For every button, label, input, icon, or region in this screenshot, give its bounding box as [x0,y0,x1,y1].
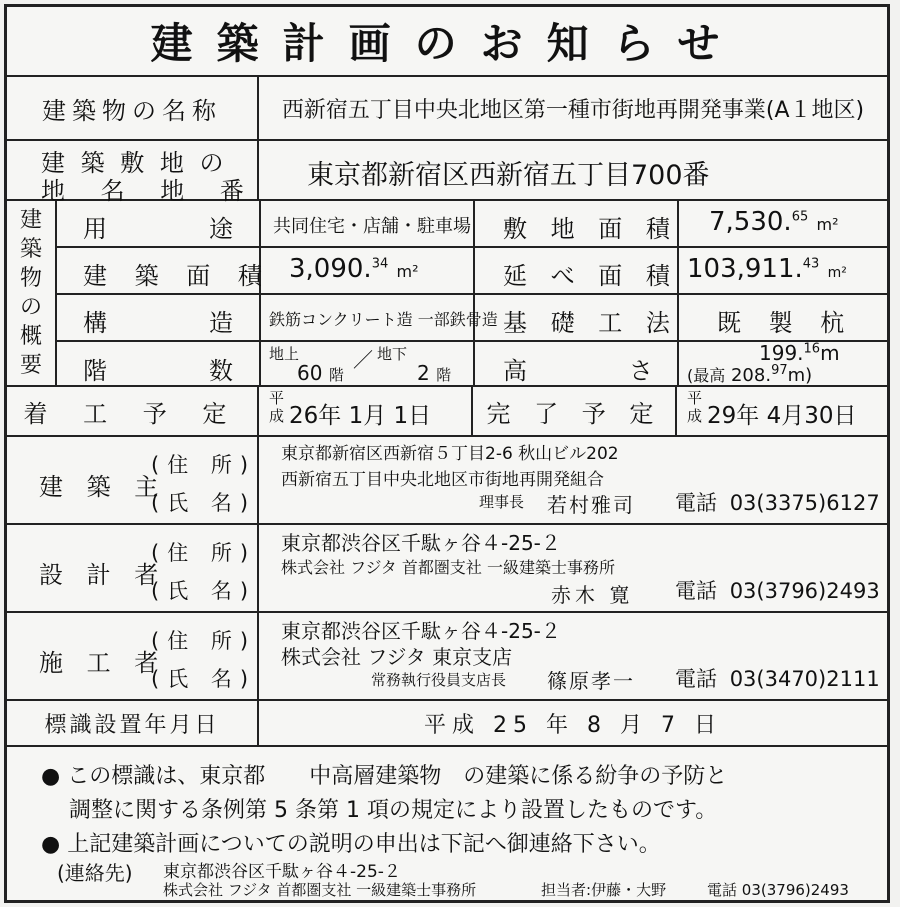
building-area-label: 建 築 面 積 [83,262,272,290]
site-address-label [7,141,259,205]
below-ground-floors [417,361,451,385]
structure-label: 構 造 [83,309,233,337]
note-line3 [41,827,661,858]
building-name-label: 建築物の名称 [7,77,259,139]
row-posted [7,701,887,747]
max-height-int: 208. [730,365,772,386]
row-contractor [7,613,887,701]
site-area-int: 7,530. [709,207,792,237]
site-address-value-cell [259,141,887,199]
above-ground-unit: 階 [328,366,344,384]
site-area-dec: 65 [791,209,809,225]
contractor-person: 篠原孝一 [547,669,635,693]
contractor-tel-label: 電話 [675,667,717,691]
floors-slash: ／ [353,348,373,372]
bullet-icon: ● [41,764,61,789]
row-building-name [7,77,887,141]
owner-tel-number: 03(3375)6127 [729,491,880,515]
above-ground-label: 地上 [269,345,300,363]
owner-addr-label: (住 所) [151,453,257,477]
contact-org: 株式会社 フジタ 首都圏支社 一級建築士事務所 [163,881,477,899]
posted-label: 標識設置年月日 [7,701,259,745]
owner-info [259,437,887,523]
notes-section [7,747,887,900]
contractor-addr-label: (住 所) [151,629,257,653]
designer-person: 赤木 寛 [551,583,634,607]
row-owner [7,437,887,525]
era-char: 平 [269,389,285,407]
contractor-tel [675,663,880,693]
site-address-value: 東京都新宿区西新宿五丁目700番 [307,160,710,191]
floor-area-value [687,254,847,284]
height-unit: m [820,341,840,365]
owner-org: 西新宿五丁目中央北地区市街地再開発組合 [281,470,604,490]
building-name-value: 西新宿五丁目中央北地区第一種市街地再開発事業(A１地区) [281,97,865,123]
overview-side-label [7,201,57,385]
designer-role: 設 計 者 [39,561,167,589]
designer-tel [675,575,880,605]
height-dec: 16 [803,341,821,357]
owner-title: 理事長 [479,493,525,511]
site-area-unit: m² [816,215,839,234]
structure-value: 鉄筋コンクリート造 一部鉄骨造 [269,310,498,329]
below-ground-label: 地下 [377,345,408,363]
row-site-address [7,141,887,205]
height-label: 高 さ [503,357,653,385]
floor-area-dec: 43 [802,256,820,272]
contact-person [541,879,666,900]
building-area-dec: 34 [371,256,389,272]
owner-tel-label: 電話 [675,491,717,515]
contractor-address: 東京都渋谷区千駄ヶ谷４-25-２ [281,619,561,643]
max-height-unit: m) [787,365,813,386]
contractor-title: 常務執行役員支店長 [371,671,507,689]
overview-side-char: の [19,295,42,320]
contractor-org: 株式会社 フジタ 東京支店 [281,645,513,669]
building-area-int: 3,090. [289,254,372,284]
overview-block [7,201,887,387]
start-cell [259,387,473,435]
designer-org: 株式会社 フジタ 首都圏支社 一級建築士事務所 [281,558,615,577]
contractor-label-cell [7,613,259,699]
foundation-label: 基 礎 工 法 [503,309,678,337]
foundation-value: 既 製 杭 [717,309,855,337]
designer-label-cell [7,525,259,611]
start-date: 26年 1月 1日 [289,403,432,429]
posted-value: 平成 25 年 8 月 7 日 [424,712,722,738]
owner-role: 建 築 主 [39,473,167,501]
era-char: 平 [687,389,703,407]
owner-label-cell [7,437,259,523]
contact-tel-label: 電話 [707,881,738,899]
height-value [759,341,840,365]
max-height-label: (最高 [687,366,726,385]
overview-side-char: 建 [19,208,42,233]
note-line3-text: 上記建築計画についての説明の申出は下記へ御連絡下さい。 [67,832,661,857]
designer-tel-number: 03(3796)2493 [729,579,880,603]
floor-area-unit: m² [827,265,847,281]
note-line1-text: この標識は、東京都 中高層建築物 の建築に係る紛争の予防と [67,764,728,789]
contractor-info [259,613,887,699]
overview-side-char: 要 [19,353,42,378]
era-char: 成 [269,407,285,425]
building-area-value [289,254,419,284]
start-era [269,389,284,425]
floor-area-int: 103,911. [687,254,803,284]
max-height-dec: 97 [771,363,788,378]
floors-label: 階 数 [83,357,233,385]
finish-cell [677,387,887,435]
contact-person-label: 担当者: [541,881,592,899]
owner-name-label: (氏 名) [151,491,257,515]
contact-person-name: 伊藤・大野 [591,881,667,899]
designer-address: 東京都渋谷区千駄ヶ谷４-25-２ [281,531,561,555]
board-title: 建築計画のお知らせ [7,7,887,77]
notice-board [4,4,890,903]
designer-info [259,525,887,611]
designer-addr-label: (住 所) [151,541,257,565]
use-label: 用 途 [83,215,233,243]
designer-tel-label: 電話 [675,579,717,603]
contractor-name-label: (氏 名) [151,667,257,691]
below-ground-unit: 階 [436,366,452,384]
note-line2: 調整に関する条例第 5 条第 1 項の規定により設置したものです。 [69,798,718,823]
row-schedule [7,387,887,437]
max-height-value [687,363,812,386]
site-area-value [709,207,839,237]
owner-person: 若村雅司 [547,493,635,517]
building-area-unit: m² [396,262,419,281]
owner-address: 東京都新宿区西新宿５丁目2-6 秋山ビル202 [281,444,619,464]
finish-label: 完 了 予 定 [473,387,677,435]
owner-tel [675,487,880,517]
floor-area-label: 延 べ 面 積 [503,262,678,290]
bullet-icon: ● [41,832,61,857]
site-area-label: 敷 地 面 積 [503,215,678,243]
contact-tel-number: 03(3796)2493 [741,881,849,899]
use-value: 共同住宅・店舗・駐車場 [273,216,471,237]
contact-tel [707,879,849,900]
above-ground-value: 60 [297,361,323,385]
designer-name-label: (氏 名) [151,579,257,603]
site-address-label-line2: 地 名 地 番 [41,177,258,205]
note-line1 [41,759,727,790]
below-ground-value: 2 [417,361,430,385]
contractor-role: 施 工 者 [39,649,167,677]
finish-date: 29年 4月30日 [707,403,857,429]
above-ground-floors [297,361,344,385]
overview-side-char: 物 [19,266,42,291]
start-label: 着 工 予 定 [7,387,259,435]
contact-address: 東京都渋谷区千駄ヶ谷４-25-２ [163,862,401,882]
overview-side-char: 築 [19,237,42,262]
height-int: 199. [759,341,804,365]
era-char: 成 [687,407,703,425]
row-designer [7,525,887,613]
overview-side-char: 概 [19,324,42,349]
contractor-tel-number: 03(3470)2111 [729,667,880,691]
site-address-label-line1: 建 築 敷 地 の [41,149,228,177]
finish-era [687,389,702,425]
contact-label: (連絡先) [57,861,133,885]
